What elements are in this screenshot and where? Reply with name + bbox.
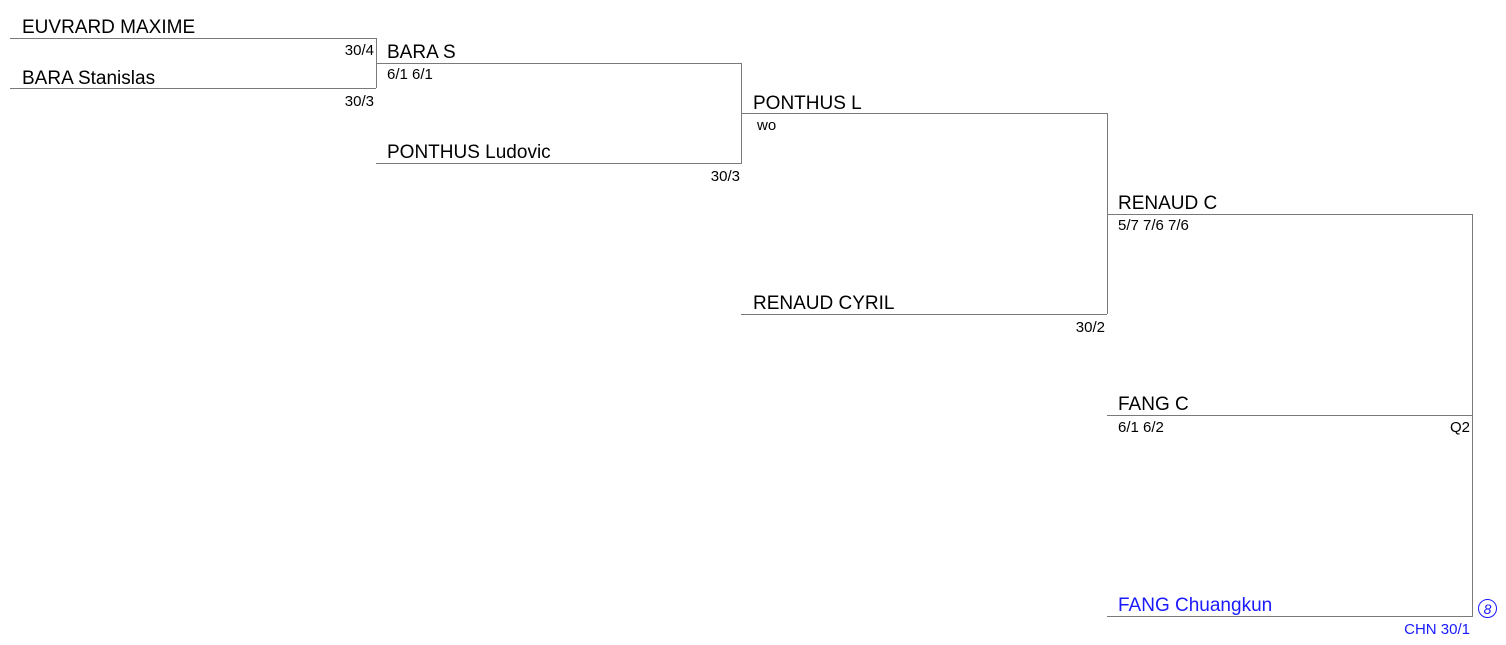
player-name-ponthus-ludovic: PONTHUS Ludovic [387, 142, 551, 163]
winner-name-renaud-c: RENAUD C [1118, 193, 1218, 214]
player-name-euvrard: EUVRARD MAXIME [22, 17, 196, 38]
match-score-ponthus-l: wo [757, 117, 777, 134]
bracket-line-ponthus-ludovic [376, 163, 742, 164]
match-score-fang-c: 6/1 6/2 [1118, 419, 1164, 436]
match-score-bara-s: 6/1 6/1 [387, 66, 433, 83]
player-rank-fang-chuangkun: CHN 30/1 [1404, 621, 1470, 638]
bracket-line-renaud-c [1107, 214, 1473, 215]
winner-name-ponthus-l: PONTHUS L [753, 93, 862, 114]
qualifier-tag-q2: Q2 [1449, 419, 1470, 436]
bracket-connector-r4 [1472, 214, 1473, 616]
player-name-renaud-cyril: RENAUD CYRIL [753, 293, 895, 314]
bracket-line-renaud-cyril [741, 314, 1107, 315]
seed-badge: 8 [1478, 599, 1497, 618]
player-rank-euvrard: 30/4 [344, 42, 374, 59]
player-name-bara-stanislas: BARA Stanislas [22, 68, 156, 89]
player-name-fang-chuangkun: FANG Chuangkun [1118, 595, 1273, 616]
bracket-line-fang-chuangkun [1107, 616, 1473, 617]
bracket-line-fang-c [1107, 415, 1473, 416]
match-score-renaud-c: 5/7 7/6 7/6 [1118, 217, 1189, 234]
bracket-line-bara-s [376, 63, 742, 64]
winner-name-bara-s: BARA S [387, 42, 456, 63]
bracket-line-euvrard [10, 38, 376, 39]
player-rank-ponthus-ludovic: 30/3 [710, 168, 740, 185]
player-rank-bara-stanislas: 30/3 [344, 93, 374, 110]
winner-name-fang-c: FANG C [1118, 394, 1189, 415]
player-rank-renaud-cyril: 30/2 [1075, 319, 1105, 336]
